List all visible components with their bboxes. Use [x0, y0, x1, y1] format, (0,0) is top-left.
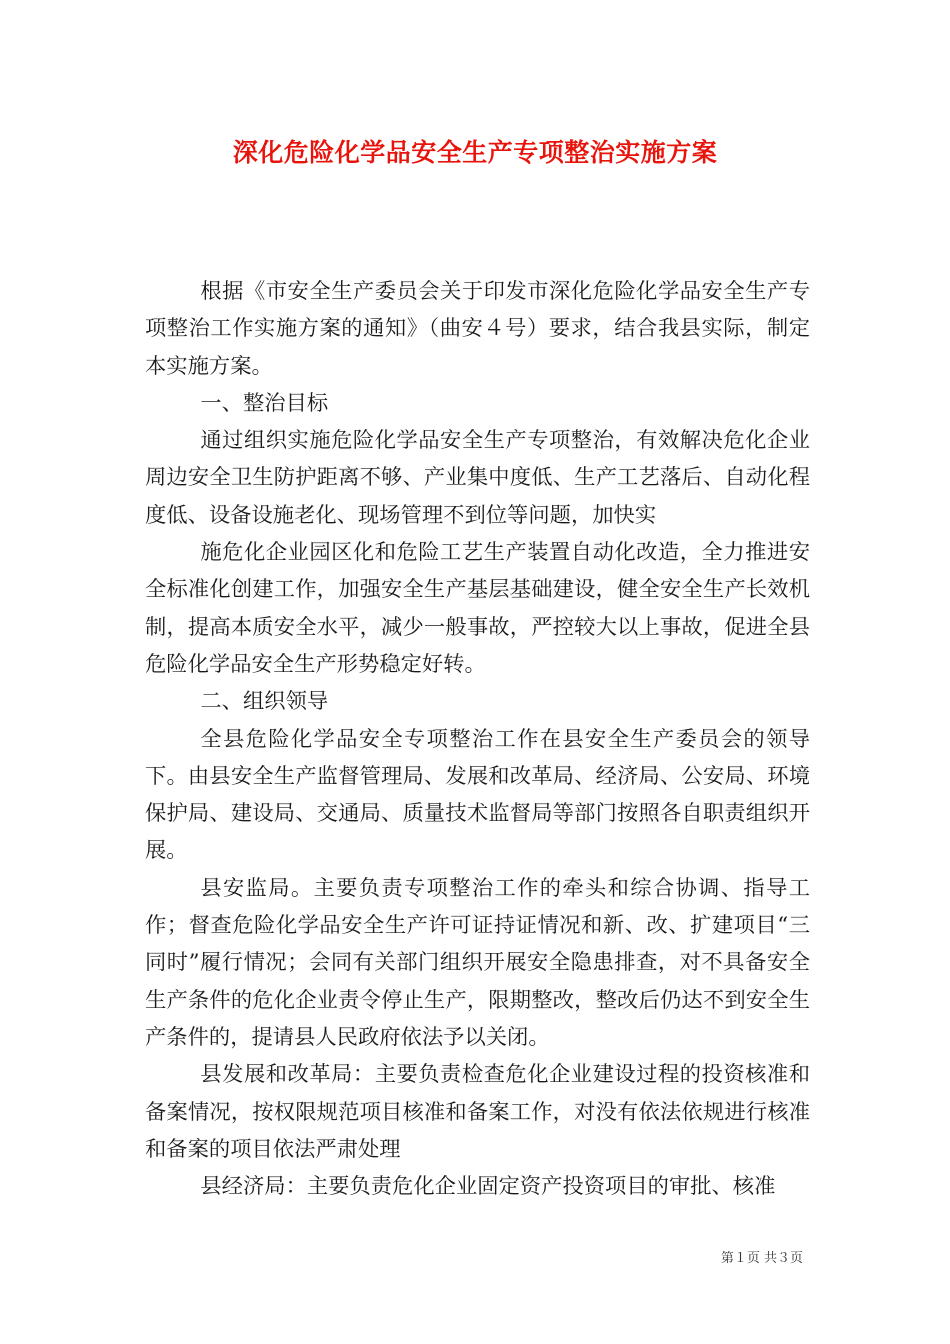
- section-heading: 二、组织领导: [200, 689, 329, 715]
- paragraph: 根据《市安全生产委员会关于印发市深化危险化学品安全生产专项整治工作实施方案的通知》（曲安４号）要求，结合我县实际，制定本实施方案。: [145, 279, 810, 379]
- paragraph: 通过组织实施危险化学品安全生产专项整治，有效解决危化企业周边安全卫生防护距离不够、产业集中度低、生产工艺落后、自动化程度低、设备设施老化、现场管理不到位等问题，加快实: [145, 428, 810, 528]
- paragraph: 县经济局：主要负责危化企业固定资产投资项目的审批、核准: [200, 1174, 776, 1200]
- paragraph: 县发展和改革局：主要负责检查危化企业建设过程的投资核准和备案情况，按权限规范项目核准和备案工作，对没有依法依规进行核准和备案的项目依法严肃处理: [145, 1062, 810, 1162]
- paragraph: 全县危险化学品安全专项整治工作在县安全生产委员会的领导下。由县安全生产监督管理局、发展和改革局、经济局、公安局、环境保护局、建设局、交通局、质量技术监督局等部门按照各自职责组织开展。: [145, 726, 810, 864]
- paragraph: 县安监局。主要负责专项整治工作的牵头和综合协调、指导工作；督查危险化学品安全生产许可证持证情况和新、改、扩建项目“三同时”履行情况；会同有关部门组织开展安全隐患排查，对不具备安全生产条件的危化企业责令停止生产，限期整改，整改后仍达不到安全生产条件的，提请县人民政府依法予以关闭。: [145, 875, 810, 1050]
- paragraph: 施危化企业园区化和危险工艺生产装置自动化改造，全力推进安全标准化创建工作，加强安全生产基层基础建设，健全安全生产长效机制，提高本质安全水平，减少一般事故，严控较大以上事故，促进全县危险化学品安全生产形势稳定好转。: [145, 540, 810, 677]
- document-body: [145, 273, 810, 1205]
- section-heading: 一、整治目标: [200, 390, 329, 416]
- document-title: 深化危险化学品安全生产专项整治实施方案: [232, 138, 718, 167]
- page-number-footer: 第１页 共３页: [720, 1251, 803, 1266]
